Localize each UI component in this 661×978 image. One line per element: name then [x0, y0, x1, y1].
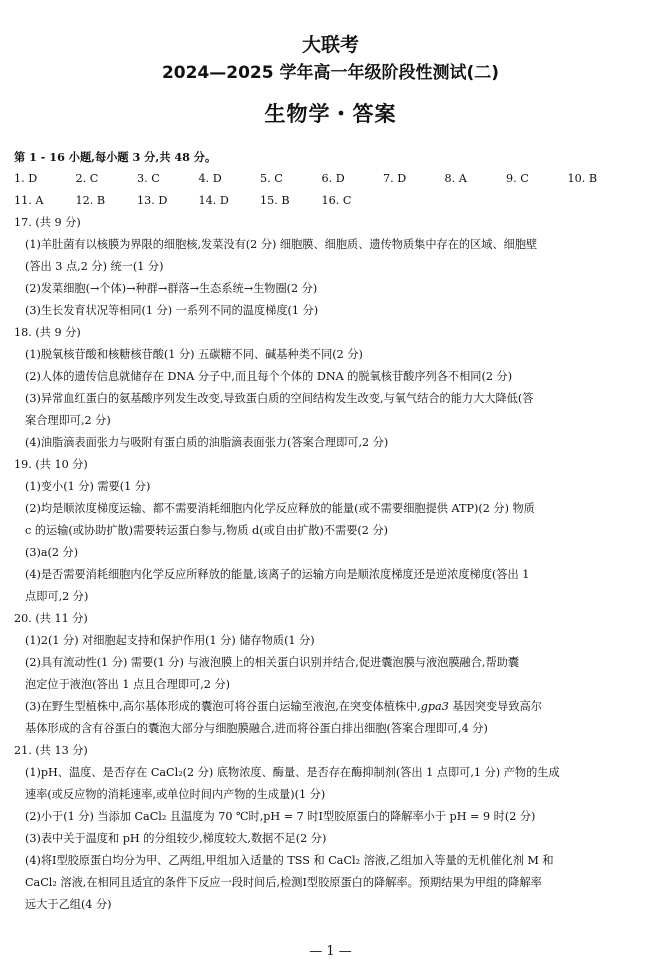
mc-answer: 16. C	[321, 194, 352, 207]
mc-row-1	[14, 168, 652, 190]
q17-line: (2)发菜细胞(→个体)→种群→群落→生态系统→生物圈(2 分)	[25, 282, 318, 295]
q20-text: 基因突变导致高尔	[448, 700, 542, 713]
q19-line: (2)均是顺浓度梯度运输、都不需要消耗细胞内化学反应释放的能量(或不需要细胞提供 ATP)(2 分) 物质	[25, 502, 535, 515]
q17-heading: 17. (共 9 分)	[14, 216, 81, 229]
q19-line: (1)变小(1 分) 需要(1 分)	[25, 480, 151, 493]
q18-line: (3)异常血红蛋白的氨基酸序列发生改变,导致蛋白质的空间结构发生改变,与氧气结合的能力大大降低(答	[25, 392, 534, 405]
q20-line	[14, 696, 652, 718]
q17-line: (1)羊肚菌有以核膜为界限的细胞核,发菜没有(2 分) 细胞膜、细胞质、遗传物质集中存在的区域、细胞壁	[25, 238, 538, 251]
subject-title: 生物学・答案	[264, 102, 397, 126]
mc-answer: 14. D	[198, 194, 229, 207]
q20-line: (2)具有流动性(1 分) 需要(1 分) 与液泡膜上的相关蛋白识别并结合,促进囊泡膜与液泡膜融合,帮助囊	[25, 656, 520, 669]
q21-line: 速率(或反应物的消耗速率,或单位时间内产物的生成量)(1 分)	[25, 788, 326, 801]
q19-line: 点即可,2 分)	[25, 590, 89, 603]
mc-answer: 6. D	[321, 172, 345, 185]
mc-answer: 1. D	[14, 172, 38, 185]
mc-answer: 4. D	[198, 172, 222, 185]
mc-answer: 7. D	[383, 172, 407, 185]
q19-line: (3)a(2 分)	[25, 546, 79, 559]
q18-line: (4)油脂滴表面张力与吸附有蛋白质的油脂滴表面张力(答案合理即可,2 分)	[25, 436, 389, 449]
q20-line: (1)2(1 分) 对细胞起支持和保护作用(1 分) 储存物质(1 分)	[25, 634, 315, 647]
q20-line: 泡定位于液泡(答出 1 点且合理即可,2 分)	[25, 678, 231, 691]
q21-line: 远大于乙组(4 分)	[25, 898, 112, 911]
q21-line: CaCl₂ 溶液,在相同且适宜的条件下反应一段时间后,检测Ⅰ型胶原蛋白的降解率。预期结果为甲组的降解率	[25, 876, 542, 889]
q18-line: (2)人体的遗传信息就储存在 DNA 分子中,而且每个个体的 DNA 的脱氧核苷酸序列各不相同(2 分)	[25, 370, 513, 383]
q20-text: (3)在野生型植株中,高尔基体形成的囊泡可将谷蛋白运输至液泡,在突变体植株中,	[25, 700, 421, 713]
mc-intro: 第 1 - 16 小题,每小题 3 分,共 48 分。	[14, 150, 217, 164]
mc-answer: 10. B	[567, 172, 598, 185]
mc-answer: 9. C	[506, 172, 529, 185]
mc-answer: 5. C	[260, 172, 283, 185]
mc-row-2	[14, 190, 652, 212]
answer-content	[14, 146, 652, 916]
q20-heading: 20. (共 11 分)	[14, 612, 88, 625]
q21-line: (4)将Ⅰ型胶原蛋白均分为甲、乙两组,甲组加入适量的 TSS 和 CaCl₂ 溶液,乙组加入等量的无机催化剂 M 和	[25, 854, 554, 867]
q21-line: (1)pH、温度、是否存在 CaCl₂(2 分) 底物浓度、酶量、是否存在酶抑制剂(答出 1 点即可,1 分) 产物的生成	[25, 766, 560, 779]
gene-name: gpa3	[420, 700, 449, 713]
q18-line: (1)脱氧核苷酸和核糖核苷酸(1 分) 五碳糖不同、碱基种类不同(2 分)	[25, 348, 363, 361]
exam-brand-title: 大联考	[301, 34, 359, 56]
q17-line: (3)生长发育状况等相同(1 分) 一系列不同的温度梯度(1 分)	[25, 304, 319, 317]
mc-answer: 8. A	[444, 172, 467, 185]
q17-line: (答出 3 点,2 分) 统一(1 分)	[25, 260, 164, 273]
mc-answer: 15. B	[260, 194, 290, 207]
exam-title: 2024—2025 学年高一年级阶段性测试(二)	[161, 63, 500, 83]
q18-line: 案合理即可,2 分)	[25, 414, 111, 427]
q21-line: (3)表中关于温度和 pH 的分组较少,梯度较大,数据不足(2 分)	[25, 832, 327, 845]
mc-answer: 3. C	[137, 172, 160, 185]
mc-answer: 2. C	[75, 172, 99, 185]
q19-line: (4)是否需要消耗细胞内化学反应所释放的能量,该离子的运输方向是顺浓度梯度还是逆浓度梯度(答出 1	[25, 568, 530, 581]
mc-answer: 11. A	[14, 194, 44, 207]
q21-heading: 21. (共 13 分)	[14, 744, 88, 757]
mc-answer: 12. B	[75, 194, 106, 207]
q21-line: (2)小于(1 分) 当添加 CaCl₂ 且温度为 70 ℃时,pH = 7 时Ⅰ型胶原蛋白的降解率小于 pH = 9 时(2 分)	[25, 810, 536, 823]
mc-answer: 13. D	[137, 194, 168, 207]
q19-heading: 19. (共 10 分)	[14, 458, 88, 471]
q18-heading: 18. (共 9 分)	[14, 326, 81, 339]
q20-line: 基体形成的含有谷蛋白的囊泡大部分与细胞膜融合,进而将谷蛋白排出细胞(答案合理即可,4 分)	[25, 722, 488, 735]
page-number: — 1 —	[309, 944, 352, 959]
q19-line: c 的运输(或协助扩散)需要转运蛋白参与,物质 d(或自由扩散)不需要(2 分)	[25, 524, 389, 537]
